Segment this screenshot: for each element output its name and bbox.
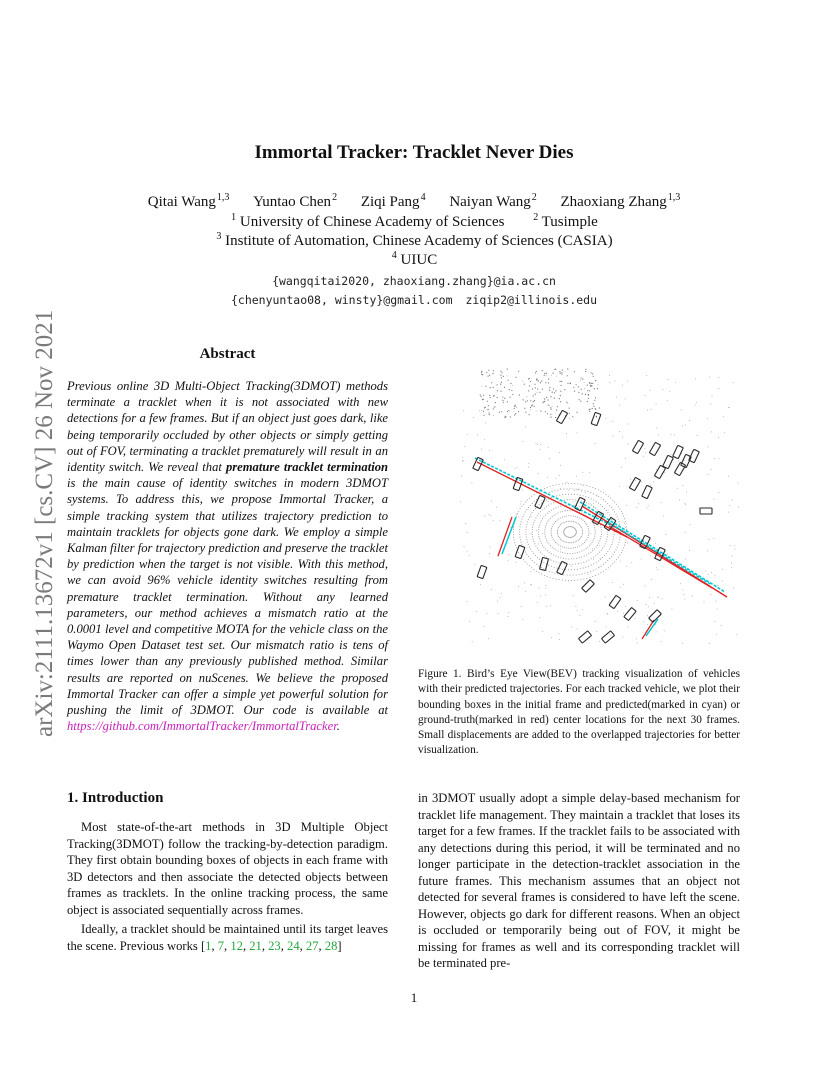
right-column-text [418, 790, 740, 972]
citation-link[interactable]: 27 [305, 938, 319, 953]
email-line: {chenyuntao08, winsty}@gmail.com ziqip2@illinois.edu [230, 293, 598, 307]
vehicle-box [649, 442, 660, 455]
citation-link[interactable]: 24 [287, 938, 300, 953]
abstract-heading: Abstract [199, 346, 256, 362]
code-link[interactable]: https://github.com/ImmortalTracker/ImmortalTracker [67, 719, 337, 734]
vehicle-box [649, 610, 662, 623]
citation-link[interactable]: 23 [268, 938, 281, 953]
vehicle-box [535, 495, 546, 508]
left-column-text [67, 819, 388, 954]
lidar-points [460, 368, 739, 644]
paragraph: Ideally, a tracklet should be maintained until its target leaves the scene. Previous works [1, 7, 12, 21, 23, 24, 27, 28] [67, 922, 388, 953]
paper-title: Immortal Tracker: Tracklet Never Dies [254, 142, 574, 163]
paragraph: in 3DMOT usually adopt a simple delay-based mechanism for tracklet life management. They maintain a tracklet that loses its target for a few frames. If the tracklet fails to be associated with any detections during this period, it will be terminated and no longer participate in the detection-tracklet association in the future frames. This mechanism assumes that an object not detected for several frames is considered to have left the scene. However, objects go dark for different reasons. When an object is occluded or temporarily being out of FOV, it might be missing for frames as well and its corresponding tracklet will be terminated pre- [418, 791, 740, 970]
citation-link[interactable]: 12 [230, 938, 243, 953]
author: Qitai Wang$^{1,3}$ [147, 192, 230, 210]
citation-link[interactable]: 28 [324, 938, 338, 953]
vehicle-box [642, 485, 653, 498]
vehicle-box [663, 455, 674, 468]
prediction-trajectory [475, 458, 625, 532]
affiliation-line: $^4$ UIUC [391, 250, 438, 268]
figure-caption: Figure 1. Bird’s Eye View(BEV) tracking visualization of vehicles with their predicted trajectories. For each tracked vehicle, we plot their bounding boxes in the initial frame and predicted(marked in cyan) or ground-truth(marked in red) center locations for the next 30 frames. Small displacements are added to the overlapped trajectories for better visualization. [418, 668, 740, 757]
trajectory-lines [475, 458, 727, 639]
email-line: {wangqitai2020, zhaoxiang.zhang}@ia.ac.cn [272, 274, 556, 288]
bev-figure [420, 354, 750, 654]
vehicle-box [575, 497, 586, 510]
prediction-trajectory [502, 517, 516, 554]
page-number: 1 [410, 990, 418, 1005]
author: Ziqi Pang$^4$ [360, 192, 426, 210]
arxiv-identifier: arXiv:2111.13672v1 [cs.CV] 26 Nov 2021 [31, 309, 58, 737]
author-list [0, 194, 828, 211]
ground-truth-trajectory [609, 526, 712, 588]
citation-link[interactable]: 1 [205, 938, 212, 953]
ground-truth-trajectory [498, 517, 512, 556]
vehicle-box [632, 440, 643, 453]
vehicle-box [513, 477, 523, 490]
author: Yuntao Chen$^2$ [253, 192, 338, 210]
affiliation-line: $^3$ Institute of Automation, Chinese Academy of Sciences (CASIA) [216, 231, 613, 249]
vehicle-box [556, 410, 567, 423]
vehicle-box [674, 462, 685, 475]
ground-truth-trajectory [642, 620, 654, 639]
affiliation-line: $^1$ University of Chinese Academy of Sciences $^2$ Tusimple [231, 212, 598, 230]
vehicle-box [624, 607, 636, 620]
paragraph: Most state-of-the-art methods in 3D Multiple Object Tracking(3DMOT) follow the tracking-by-detection paradigm. They first obtain bounding boxes of objects in each frame with 3D detectors and then associate the detected objects between frames as tracklets. In the online tracking process, the same object is associated sequentially across frames. [67, 820, 388, 917]
vehicle-box [609, 595, 621, 608]
section-heading: 1. Introduction [67, 790, 164, 806]
vehicle-box [477, 565, 487, 578]
author: Naiyan Wang$^2$ [449, 192, 537, 210]
vehicle-box [578, 631, 591, 643]
vehicle-box [629, 477, 640, 490]
author: Zhaoxiang Zhang$^{1,3}$ [560, 192, 681, 210]
vehicle-box [591, 412, 601, 425]
vehicle-box [582, 580, 595, 593]
vehicle-box [654, 465, 665, 478]
vehicle-box [601, 631, 614, 643]
vehicle-box [473, 457, 484, 470]
vehicle-box [700, 508, 712, 514]
vehicle-box [689, 449, 700, 462]
prediction-trajectory [580, 502, 725, 592]
citation-link[interactable]: 21 [249, 938, 262, 953]
citation-link[interactable]: 7 [217, 938, 225, 953]
vehicle-box [673, 445, 684, 458]
abstract-body: Previous online 3D Multi-Object Tracking(3DMOT) methods terminate a tracklet when it is not associated with new detections for a few frames. But if an object just goes dark, like being temporarily occluded by other objects or simply getting out of FOV, terminating a tracklet prematurely will result in an identity switch. We reveal that premature tracklet termination is the main cause of identity switches in modern 3DMOT systems. To address this, we propose Immortal Tracker, a simple tracking system that utilizes trajectory prediction to maintain tracklets for objects gone dark. We employ a simple Kalman filter for trajectory prediction and preserve the tracklet by prediction when the target is not visible. With this method, we can avoid 96% vehicle identity switches resulting from premature tracklet termination. Without any learned parameters, our method achieves a mismatch ratio at the 0.0001 level and competitive MOTA for the vehicle class on the Waymo Open Dataset test set. Our mismatch ratio is tens of times lower than any previously published method. Similar results are reported on nuScenes. We believe the proposed Immortal Tracker can offer a simple yet powerful solution for pushing the limit of 3DMOT. Our code is available at https://github.com/ImmortalTracker/ImmortalTracker. [67, 379, 388, 734]
